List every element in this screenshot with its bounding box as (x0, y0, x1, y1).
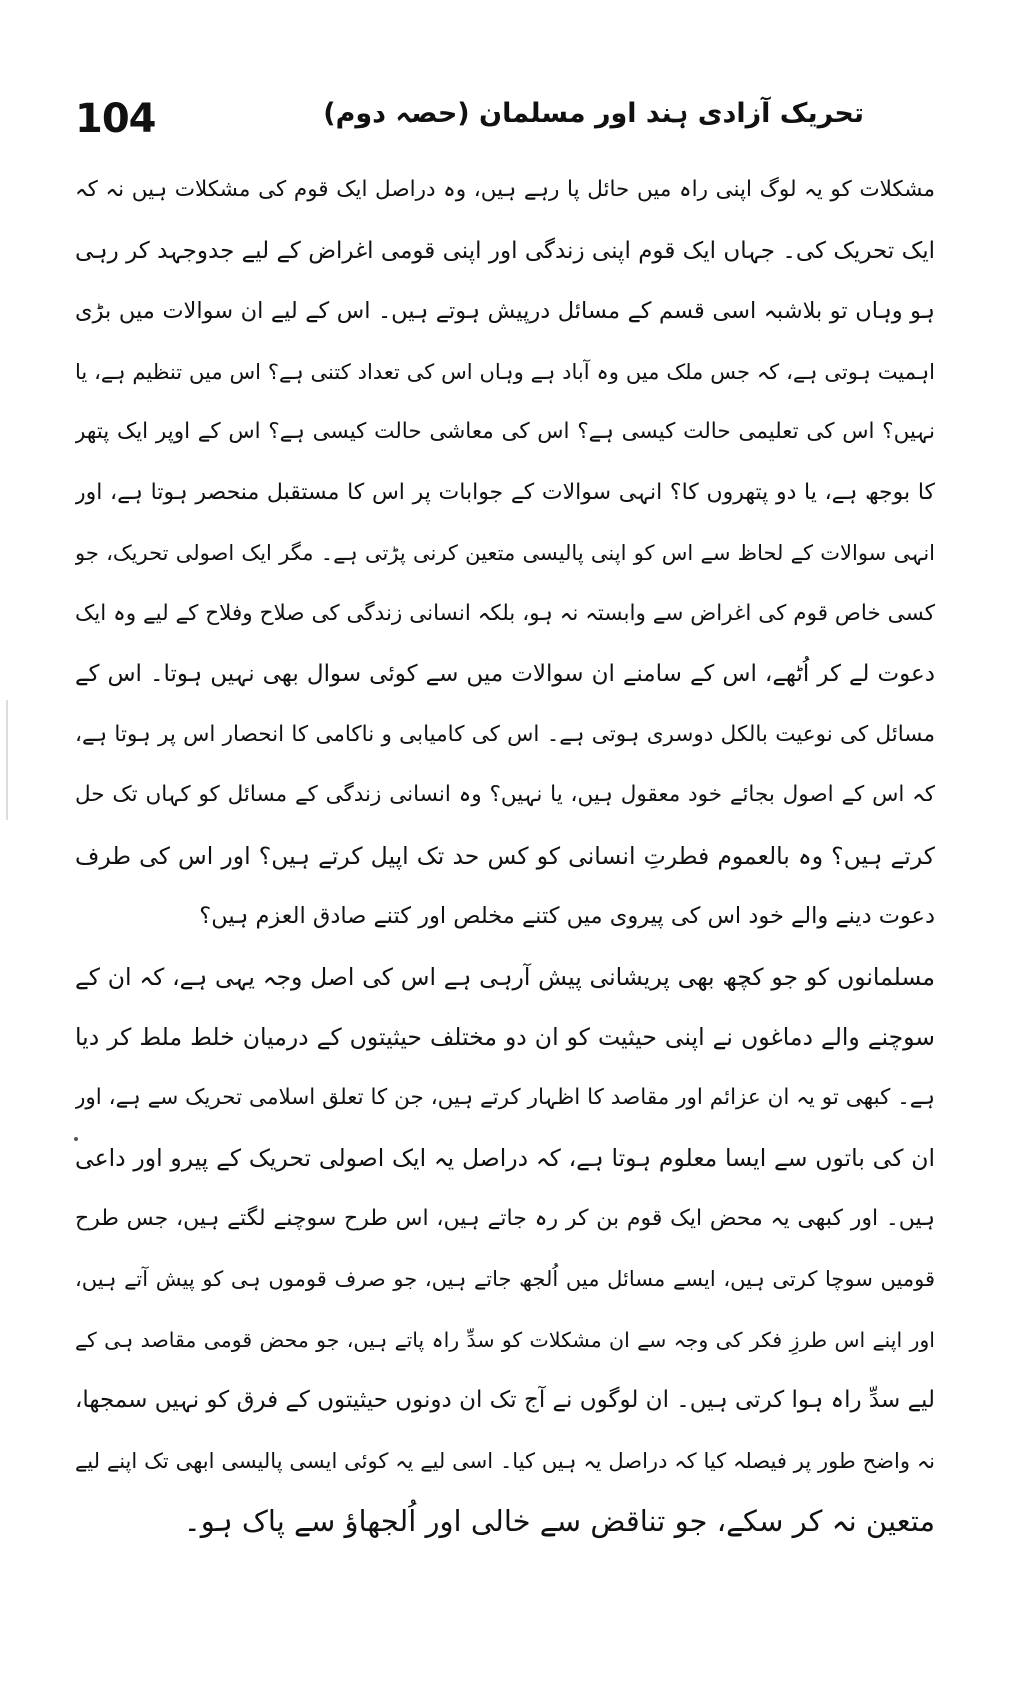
text-line: مسائل کی نوعیت بالکل دوسری ہوتی ہے۔ اس کی کامیابی و ناکامی کا انحصار اس پر ہوتا ہے، (75, 721, 935, 747)
text-line: مسلمانوں کو جو کچھ بھی پریشانی پیش آرہی ہے اس کی اصل وجہ یہی ہے، کہ ان کے (75, 962, 935, 991)
text-line: ہے۔ کبھی تو یہ ان عزائم اور مقاصد کا اظہار کرتے ہیں، جن کا تعلق اسلامی تحریک سے ہے، اور (75, 1084, 935, 1110)
text-line: انہی سوالات کے لحاظ سے اس کو اپنی پالیسی متعین کرنی پڑتی ہے۔ مگر ایک اصولی تحریک، جو (75, 541, 935, 565)
text-line: قومیں سوچا کرتی ہیں، ایسے مسائل میں اُلجھ جاتے ہیں، جو صرف قوموں ہی کو پیش آتے ہیں، (75, 1267, 935, 1291)
text-line: نہ واضح طور پر فیصلہ کیا کہ دراصل یہ ہیں کیا۔ اسی لیے یہ کوئی ایسی پالیسی ابھی تک اپنے لیے (75, 1448, 935, 1473)
text-line: کہ اس کے اصول بجائے خود معقول ہیں، یا نہیں؟ وہ انسانی زندگی کے مسائل کو کہاں تک حل (75, 782, 935, 807)
paragraph-block (75, 160, 935, 1552)
running-header-title: تحریک آزادی ہند اور مسلمان (حصہ دوم) (323, 98, 864, 129)
text-line: کا بوجھ ہے، یا دو پتھروں کا؟ انہی سوالات کے جوابات پر اس کا مستقبل منحصر ہوتا ہے، اور (75, 479, 935, 505)
page-number: 104 (75, 96, 156, 142)
text-line: لیے سدِّ راہ ہوا کرتی ہیں۔ ان لوگوں نے آج تک ان دونوں حیثیتوں کے فرق کو نہیں سمجھا، (75, 1387, 935, 1413)
text-line: کرتے ہیں؟ وہ بالعموم فطرتِ انسانی کو کس حد تک اپیل کرتے ہیں؟ اور اس کی طرف (75, 841, 935, 870)
text-line: اہمیت ہوتی ہے، کہ جس ملک میں وہ آباد ہے وہاں اس کی تعداد کتنی ہے؟ اس میں تنظیم ہے، یا (75, 359, 935, 384)
text-line: ہیں۔ اور کبھی یہ محض ایک قوم بن کر رہ جاتے ہیں، اس طرح سوچنے لگتے ہیں، جس طرح (75, 1205, 935, 1231)
scan-edge-shadow (6, 700, 8, 820)
text-line: ایک تحریک کی۔ جہاں ایک قوم اپنی زندگی اور اپنی قومی اغراض کے لیے جدوجہد کر رہی (75, 237, 935, 264)
text-line-paragraph-end: دعوت دینے والے خود اس کی پیروی میں کتنے مخلص اور کتنے صادق العزم ہیں؟ (199, 903, 935, 929)
scan-speck (74, 1137, 78, 1141)
text-line: اور اپنے اس طرزِ فکر کی وجہ سے ان مشکلات کو سدِّ راہ پاتے ہیں، جو محض قومی مقاصد ہی کے (75, 1327, 935, 1352)
text-line: نہیں؟ اس کی تعلیمی حالت کیسی ہے؟ اس کی معاشی حالت کیسی ہے؟ اس کے اوپر ایک پتھر (75, 419, 935, 444)
text-line: دعوت لے کر اُٹھے، اس کے سامنے ان سوالات میں سے کوئی سوال بھی نہیں ہوتا۔ اس کے (75, 661, 935, 687)
text-line: مشکلات کو یہ لوگ اپنی راہ میں حائل پا رہے ہیں، وہ دراصل ایک قوم کی مشکلات ہیں نہ کہ (75, 177, 935, 202)
text-line: ان کی باتوں سے ایسا معلوم ہوتا ہے، کہ دراصل یہ ایک اصولی تحریک کے پیرو اور داعی (75, 1144, 935, 1172)
text-line: سوچنے والے دماغوں نے اپنی حیثیت کو ان دو مختلف حیثیتوں کے درمیان خلط ملط کر دیا (75, 1023, 935, 1051)
text-line-paragraph-end: متعین نہ کر سکے، جو تناقض سے خالی اور اُلجھاؤ سے پاک ہو۔ (183, 1504, 935, 1538)
text-line: کسی خاص قوم کی اغراض سے وابستہ نہ ہو، بلکہ انسانی زندگی کی صلاح وفلاح کے لیے وہ ایک (75, 600, 935, 626)
text-line: ہو وہاں تو بلاشبہ اسی قسم کے مسائل درپیش ہوتے ہیں۔ اس کے لیے ان سوالات میں بڑی (75, 298, 935, 324)
